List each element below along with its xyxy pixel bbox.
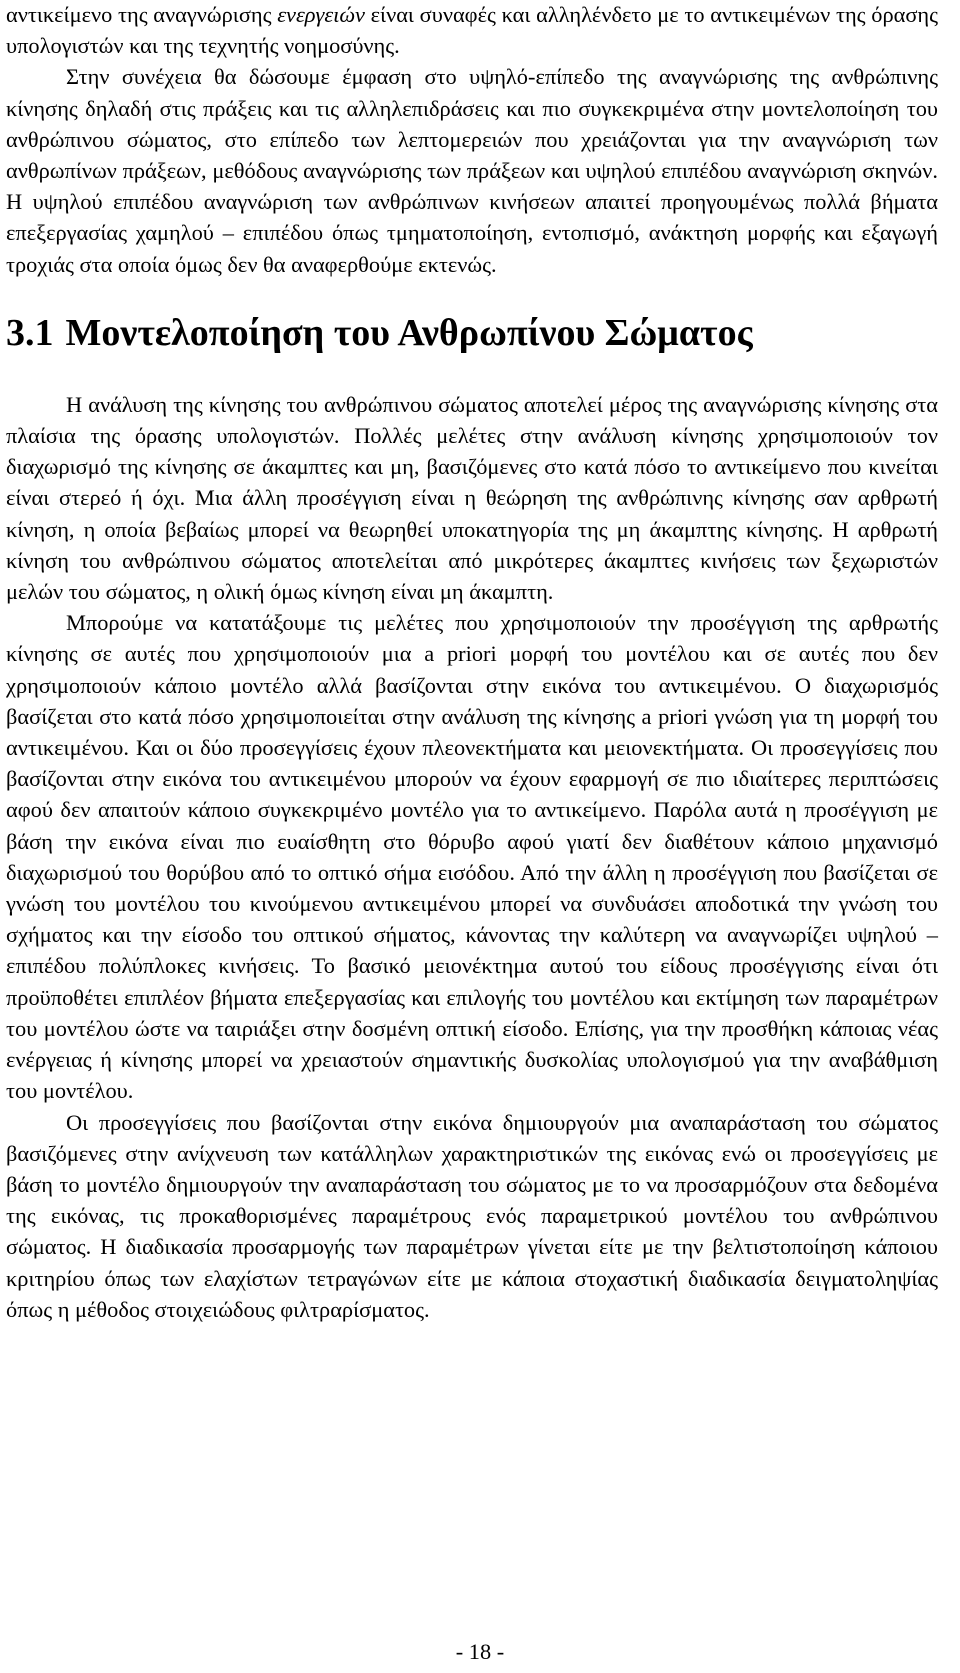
page-number: - 18 - (455, 1639, 505, 1664)
intro-paragraph-2: Στην συνέχεια θα δώσουμε έμφαση στο υψηλό-επίπεδο της αναγνώρισης της ανθρώπινης κίνησης δηλαδή στις πράξεις και τις αλληλεπιδράσεις και πιο συγκεκριμένα στην μοντελοποίηση του ανθρώπινου σώματος, στο επίπεδο των λεπτομερειών που χρειάζονται για την αναγνώριση των ανθρωπίνων πράξεων, μεθόδους αναγνώρισης των πράξεων και υψηλού επιπέδου αναγνώριση σκηνών. Η υψηλού επιπέδου αναγνώριση των ανθρώπινων κινήσεων απαιτεί προηγουμένως πολλά βήματα επεξεργασίας χαμηλού – επιπέδου όπως τμηματοποίηση, εντοπισμό, ανάκτηση μορφής και εξαγωγή τροχιάς στα οποία όμως δεν θα αναφερθούμε εκτενώς. (6, 64, 938, 277)
intro-paragraph-continuation (6, 0, 938, 61)
intro-italic-term: ενεργειών (277, 2, 365, 27)
body-paragraph-3: Οι προσεγγίσεις που βασίζονται στην εικόνα δημιουργούν μια αναπαράσταση του σώματος βασιζόμενες στην ανίχνευση των κατάλληλων χαρακτηριστικών της εικόνας ενώ οι προσεγγίσεις με βάση το μοντέλο δημιουργούν την αναπαράσταση του σώματος με το να προσαρμόζουν στα δεδομένα της εικόνας, τις προκαθορισμένες παραμέτρους ενός παραμετρικού μοντέλου του ανθρώπινου σώματος. Η διαδικασία προσαρμογής των παραμέτρων γίνεται είτε με την βελτιστοποίηση κάποιου κριτηρίου όπως των ελαχίστων τετραγώνων είτε με κάποια στοχαστική διαδικασία δειγματοληψίας όπως η μέθοδος στοιχειώδους φιλτραρίσματος. (6, 1109, 938, 1322)
body-paragraph-2: Μπορούμε να κατατάξουμε τις μελέτες που χρησιμοποιούν την προσέγγιση της αρθρωτής κίνησης σε αυτές που χρησιμοποιούν μια a priori μορφή του μοντέλου και σε αυτές που δεν χρησιμοποιούν κάποιο μοντέλο αλλά βασίζονται στην εικόνα του αντικειμένου. Ο διαχωρισμός βασίζεται στο κατά πόσο χρησιμοποιείται στην ανάλυση της κίνησης a priori γνώση για τη μορφή του αντικειμένου. Και οι δύο προσεγγίσεις έχουν πλεονεκτήματα και μειονεκτήματα. Οι προσεγγίσεις που βασίζονται στην εικόνα του αντικειμένου μπορούν να έχουν εφαρμογή σε πιο ιδιαίτερες περιπτώσεις αφού δεν απαιτούν κάποιο συγκεκριμένο μοντέλο για το αντικείμενο. Παρόλα αυτά η προσέγγιση με βάση την εικόνα είναι πιο ευαίσθητη στο θόρυβο αφού γιατί δεν διαθέτουν κάποιο μηχανισμό διαχωρισμού του θορύβου από το οπτικό σήμα εισόδου. Από την άλλη η προσέγγιση που βασίζεται σε γνώση του μοντέλου του κινούμενου αντικειμένου μπορεί να συνδυάσει αποδοτικά την γνώση του σχήματος και την είσοδο του οπτικού σήματος, κάνοντας την καλύτερη να αναγνωρίζει υψηλού – επιπέδου πολύπλοκες κινήσεις. Το βασικό μειονέκτημα αυτού του είδους προσέγγισης είναι ότι προϋποθέτει επιπλέον βήματα επεξεργασίας και επιλογής του μοντέλου και εκτίμηση των παραμέτρων του μοντέλου ώστε να ταιριάξει στην δοσμένη οπτική είσοδο. Επίσης, για την προσθήκη κάποιας νέας ενέργειας ή κίνησης μπορεί να χρειαστούν σημαντικής δυσκολίας υπολογισμού για την αναβάθμιση του μοντέλου. (6, 610, 938, 1104)
intro-text-before: αντικείμενο της αναγνώρισης (6, 2, 278, 27)
document-page (6, 0, 938, 1325)
section-number: 3.1 (6, 311, 54, 354)
body-paragraph-1: Η ανάλυση της κίνησης του ανθρώπινου σώματος αποτελεί μέρος της αναγνώρισης κίνησης στα πλαίσια της όρασης υπολογιστών. Πολλές μελέτες στην ανάλυση κίνησης χρησιμοποιούν τον διαχωρισμό της κίνησης σε άκαμπτες και μη, βασιζόμενες στο κατά πόσο το αντικείμενο που κινείται είναι στερεό ή όχι. Μια άλλη προσέγγιση είναι η θεώρηση της ανθρώπινης κίνησης σαν αρθρωτή κίνηση, η οποία βεβαίως μπορεί να θεωρηθεί υποκατηγορία της μη άκαμπτης κίνησης. Η αρθρωτή κίνηση του ανθρώπινου σώματος αποτελείται από μικρότερες άκαμπτες κινήσεις των ξεχωριστών μελών του σώματος, η ολική όμως κίνηση είναι μη άκαμπτη. (6, 391, 938, 605)
section-title: Μοντελοποίηση του Ανθρωπίνου Σώματος (65, 311, 753, 354)
intro-text-after: είναι συναφές και αλληλένδετο με το αντικειμένων της όρασης υπολογιστών και της τεχνητής νοημοσύνης. (6, 2, 938, 59)
section-heading (6, 310, 938, 356)
